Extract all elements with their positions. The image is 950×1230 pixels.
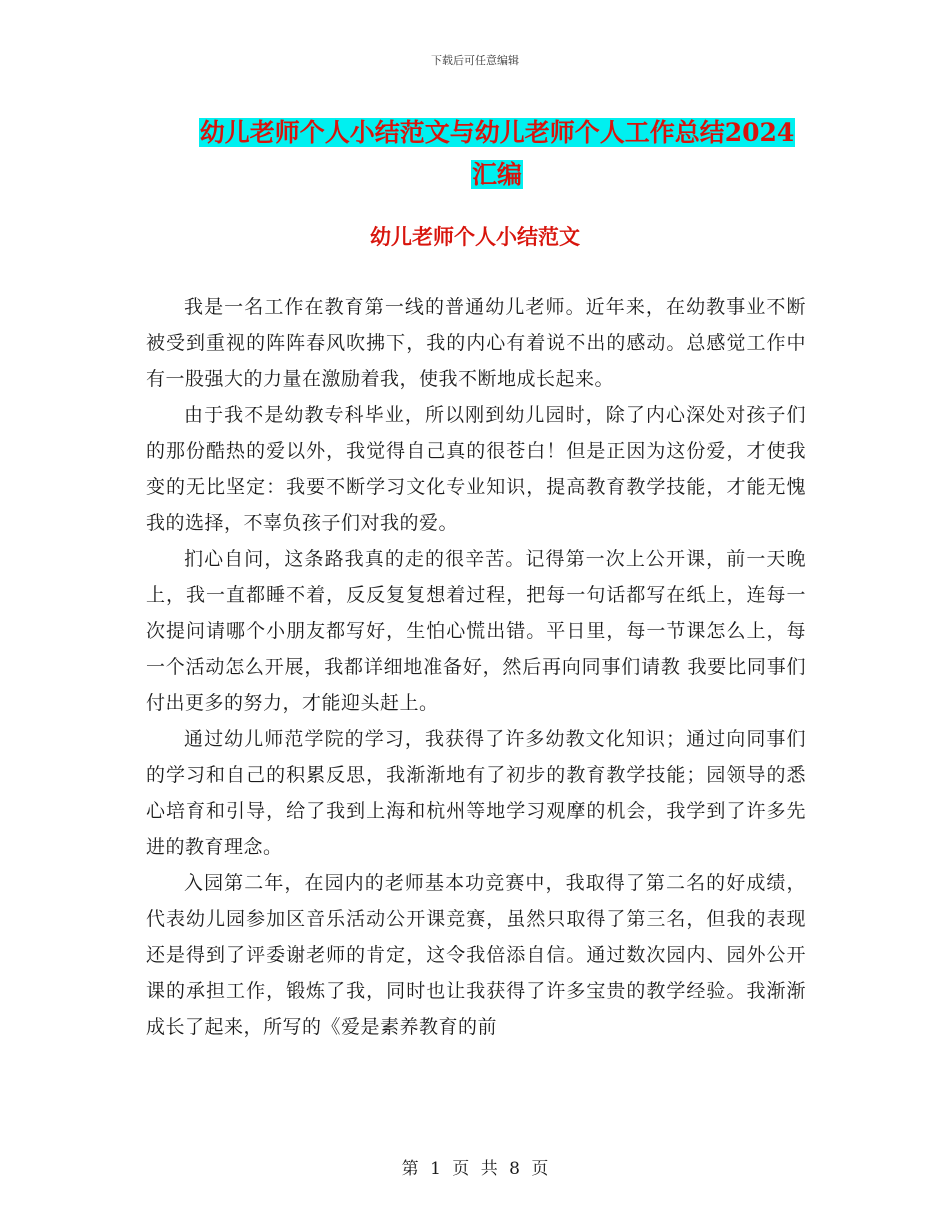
footer-label-total: 共 [480,1159,498,1179]
document-title-line2: 汇编 [471,160,522,189]
paragraph: 由于我不是幼教专科毕业，所以刚到幼儿园时，除了内心深处对孩子们的那份酷热的爱以外，我觉得自己真的很苍白！但是正因为这份爱，才使我变的无比坚定：我要不断学习文化专业知识，提高教育教学技能，才能无愧我的选择，不辜负孩子们对我的爱。 [146,404,806,534]
footer-current-page: 1 [430,1159,441,1179]
paragraph: 入园第二年，在园内的老师基本功竞赛中，我取得了第二名的好成绩，代表幼儿园参加区音乐活动公开课竞赛，虽然只取得了第三名，但我的表现还是得到了评委谢老师的肯定，这令我倍添自信。通过数次园内、园外公开课的承担工作，锻炼了我，同时也让我获得了许多宝贵的教学经验。我渐渐成长了起来，所写的《爱是素养教育的前 [146,872,806,1038]
paragraph: 通过幼儿师范学院的学习，我获得了许多幼教文化知识；通过向同事们的学习和自己的积累反思，我渐渐地有了初步的教育教学技能；园领导的悉心培育和引导，给了我到上海和杭州等地学习观摩的机会，我学到了许多先进的教育理念。 [146,728,806,858]
section-title: 幼儿老师个人小结范文 [370,224,580,249]
document-title [190,112,804,196]
footer-label-ye: 页 [452,1159,470,1179]
page-footer [0,1154,950,1179]
footer-total-pages: 8 [509,1159,520,1179]
document-title-line1: 幼儿老师个人小结范文与幼儿老师个人工作总结2024 [199,118,795,147]
footer-label-page: 第 [401,1159,419,1179]
footer-label-ye2: 页 [531,1159,549,1179]
paragraph: 我是一名工作在教育第一线的普通幼儿老师。近年来，在幼教事业不断被受到重视的阵阵春风吹拂下，我的内心有着说不出的感动。总感觉工作中有一股强大的力量在激励着我，使我不断地成长起来。 [146,296,806,390]
body-text [146,289,806,1045]
paragraph: 扪心自问，这条路我真的走的很辛苦。记得第一次上公开课，前一天晚上，我一直都睡不着，反反复复想着过程，把每一句话都写在纸上，连每一次提问请哪个小朋友都写好，生怕心慌出错。平日里，每一节课怎么上，每一个活动怎么开展，我都详细地准备好，然后再向同事们请教 我要比同事们付出更多的努力，才能迎头赶上。 [146,548,806,714]
header-note: 下载后可任意编辑 [431,54,519,67]
